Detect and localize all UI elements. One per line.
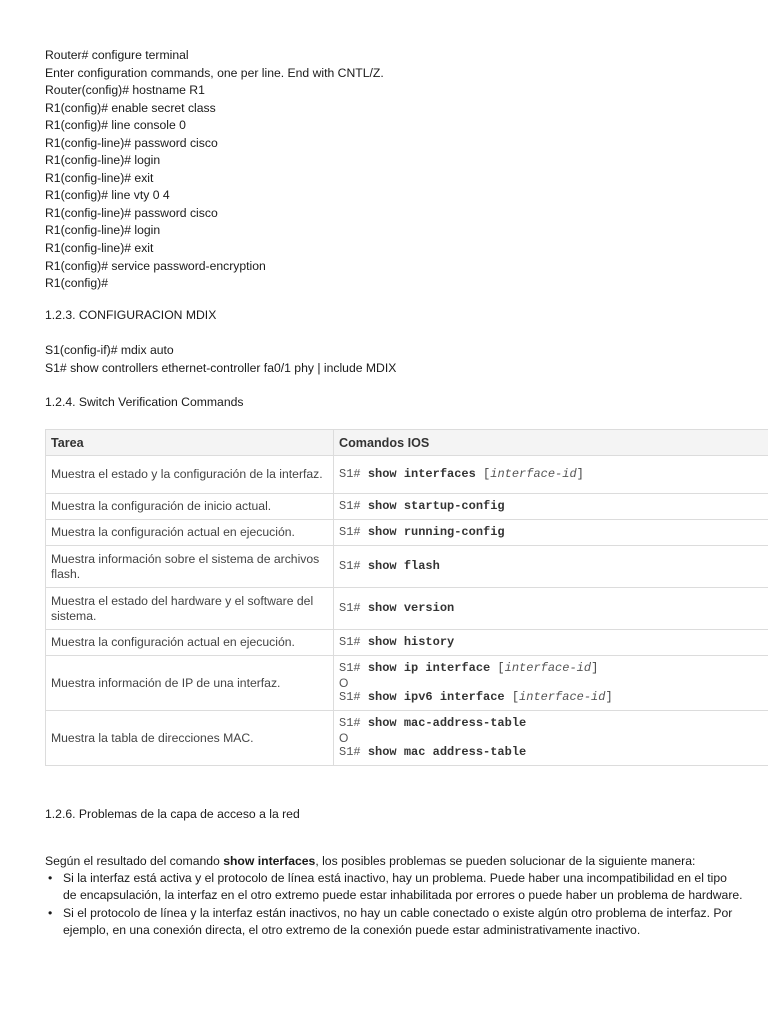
command-prompt: S1# (339, 601, 361, 615)
task-cell: Muestra la configuración de inicio actual. (46, 494, 334, 520)
command-line (339, 559, 768, 574)
config-line: Enter configuration commands, one per line. End with CNTL/Z. (45, 65, 384, 80)
intro-command: show interfaces (223, 854, 316, 868)
config-line: R1(config)# service password-encryption (45, 258, 266, 273)
command-keyword: show mac-address-table (367, 716, 527, 730)
task-cell: Muestra la configuración actual en ejecución. (46, 630, 334, 656)
verification-heading: 1.2.4. Switch Verification Commands (45, 395, 244, 409)
command-prompt: S1# (339, 499, 361, 513)
command-prompt: S1# (339, 635, 361, 649)
command-cell (334, 494, 768, 520)
column-header-task: Tarea (46, 430, 334, 456)
intro-text: Según el resultado del comando (45, 854, 224, 868)
list-item-text: Si la interfaz está activa y el protocolo de línea está inactivo, hay un problema. Puede haber una incompatibilidad en el tipo de encapsulación, la interfaz en el otro extremo puede estar inhabilitada por errores o puede haber un problema de hardware. (63, 871, 743, 903)
table-header-row (46, 430, 768, 456)
task-cell: Muestra la configuración actual en ejecución. (46, 520, 334, 546)
command-cell (334, 656, 768, 711)
task-cell: Muestra información de IP de una interfaz. (46, 656, 334, 711)
command-parameter: interface-id (490, 467, 577, 481)
task-cell: Muestra el estado y la configuración de la interfaz. (46, 456, 334, 494)
table-row (46, 520, 768, 546)
command-keyword: show ip interface (367, 661, 491, 675)
table-row (46, 656, 768, 711)
table-row (46, 546, 768, 588)
command-keyword: show history (367, 635, 455, 649)
table-row (46, 630, 768, 656)
mdix-command-block (45, 342, 396, 377)
list-item (48, 870, 743, 905)
command-line (339, 525, 768, 540)
command-prompt: S1# (339, 525, 361, 539)
command-cell (334, 711, 768, 766)
command-keyword: show mac address-table (367, 745, 527, 759)
table-row (46, 456, 768, 494)
table-row (46, 494, 768, 520)
config-line: R1(config)# enable secret class (45, 100, 216, 115)
command-line: S1# show ip interface [interface-id] (339, 661, 599, 675)
command-cell (334, 546, 768, 588)
config-line: R1(config-line)# login (45, 153, 161, 168)
config-line: R1(config-line)# password cisco (45, 205, 218, 220)
command-prompt: S1# (339, 716, 361, 730)
command-keyword: show ipv6 interface (367, 690, 505, 704)
command-keyword: show running-config (367, 525, 505, 539)
command-keyword: show startup-config (367, 499, 505, 513)
command-parameter: interface-id (519, 690, 606, 704)
command-prompt: S1# (339, 690, 361, 704)
command-keyword: show version (367, 601, 455, 615)
config-line: R1(config)# line vty 0 4 (45, 188, 170, 203)
command-line (339, 601, 768, 616)
config-line: Router(config)# hostname R1 (45, 83, 205, 98)
task-cell: Muestra el estado del hardware y el software del sistema. (46, 588, 334, 630)
list-item (48, 905, 743, 940)
command-line: S1# show ipv6 interface [interface-id] (339, 690, 613, 704)
mdix-line: S1# show controllers ethernet-controller fa0/1 phy | include MDIX (45, 360, 397, 375)
problems-list (45, 870, 743, 939)
bullet-dot: • (48, 871, 53, 885)
command-cell (334, 520, 768, 546)
command-keyword: show interfaces (367, 467, 476, 481)
config-line: R1(config-line)# login (45, 223, 161, 238)
command-line: S1# show interfaces [interface-id] (339, 467, 584, 481)
command-line (339, 635, 768, 650)
list-item-text: Si el protocolo de línea y la interfaz están inactivos, no hay un cable conectado o existe algún otro problema de interfaz. Por ejemplo, en una conexión directa, el otro extremo de la conexión puede estar administrativamente inactivo. (63, 905, 733, 937)
column-header-commands: Comandos IOS (334, 430, 768, 456)
intro-text-end: , los posibles problemas se pueden solucionar de la siguiente manera: (315, 854, 696, 868)
config-line: R1(config-line)# exit (45, 170, 154, 185)
or-separator: O (339, 731, 349, 745)
config-line: R1(config-line)# exit (45, 241, 154, 256)
command-keyword: show flash (367, 559, 440, 573)
problems-heading: 1.2.6. Problemas de la capa de acceso a la red (45, 807, 300, 821)
command-cell (334, 588, 768, 630)
command-cell (334, 456, 768, 494)
table-row (46, 711, 768, 766)
config-line: Router# configure terminal (45, 48, 189, 62)
config-line: R1(config-line)# password cisco (45, 135, 218, 150)
command-cell (334, 630, 768, 656)
command-prompt: S1# (339, 661, 361, 675)
command-prompt: S1# (339, 467, 361, 481)
config-line: R1(config)# line console 0 (45, 118, 186, 133)
command-prompt: S1# (339, 559, 361, 573)
bullet-dot: • (48, 905, 53, 920)
task-cell: Muestra la tabla de direcciones MAC. (46, 711, 334, 766)
mdix-line: S1(config-if)# mdix auto (45, 343, 174, 357)
command-parameter: interface-id (504, 661, 592, 675)
task-cell: Muestra información sobre el sistema de archivos flash. (46, 546, 334, 588)
command-prompt: S1# (339, 745, 361, 759)
verification-table (45, 429, 768, 766)
or-separator: O (339, 676, 349, 690)
command-line (339, 716, 768, 731)
mdix-heading: 1.2.3. CONFIGURACION MDIX (45, 308, 217, 322)
table-row (46, 588, 768, 630)
config-line: R1(config)# (45, 276, 108, 291)
router-config-block (45, 47, 384, 293)
command-line (339, 499, 768, 514)
problems-intro (45, 853, 735, 871)
command-line (339, 745, 768, 760)
